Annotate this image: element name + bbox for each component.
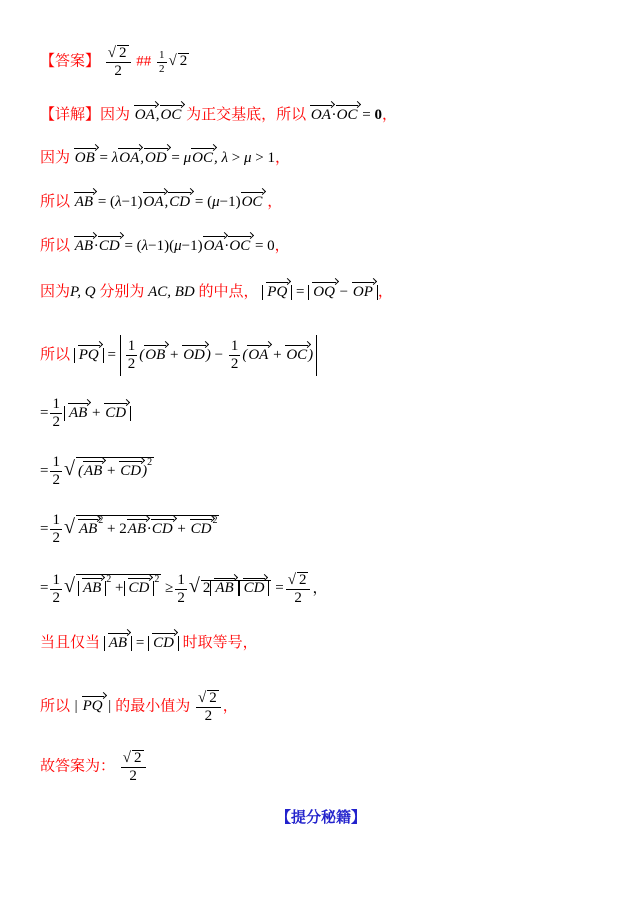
answer-alt: $\frac{1}{2}$ √ 2 bbox=[159, 48, 188, 75]
text: 分别为 bbox=[99, 284, 145, 300]
detail-line-4: 所以 AB·CD = (λ−1)(μ−1)OA·OC = 0， bbox=[40, 238, 290, 254]
text: 故答案为： bbox=[40, 758, 116, 775]
answer-label: 【答案】 bbox=[40, 53, 101, 70]
detail-line-3: 所以 AB = (λ−1)OA,CD = (μ−1)OC ， bbox=[40, 194, 283, 210]
section-title: 【提分秘籍】 bbox=[275, 809, 366, 826]
text: 所以 bbox=[40, 194, 71, 210]
text: 所以 bbox=[40, 698, 71, 715]
text: 因为 bbox=[40, 284, 71, 300]
text: 因为 bbox=[100, 107, 131, 123]
answer-line bbox=[40, 45, 189, 79]
detail-line-9: = $\frac{1}{2}$ √ $AB^2 + 2AB\cdot CD + CD^2$ bbox=[40, 512, 218, 546]
detail-line-12: 所以 | PQ | 的最小值为 $\frac{√ 2}{2}$ ， bbox=[40, 690, 238, 724]
detail-line-6: 所以 PQ = $\frac{1}{2}$ (OB + OD) − $\frac{1}{2}$ (OA + OC) bbox=[40, 335, 317, 376]
detail-line-7: = $\frac{1}{2}$ AB + CD bbox=[40, 397, 131, 430]
text: 的中点， bbox=[198, 284, 259, 300]
text: 的最小值为 bbox=[115, 698, 191, 715]
detail-label: 【详解】 bbox=[40, 107, 101, 123]
text: 时取等号， bbox=[182, 635, 258, 651]
text: 为正交基底，所以 bbox=[186, 107, 307, 123]
text: 当且仅当 bbox=[40, 635, 101, 651]
detail-line-5: 因为P, Q 分别为 AC, BD 的中点， PQ = OQ − OP ， bbox=[40, 284, 393, 300]
answer-fraction: $\frac{√ 2}{2}$ bbox=[106, 45, 131, 79]
detail-line-8: = $\frac{1}{2}$ √ (AB + CD)$^2$ bbox=[40, 454, 153, 488]
detail-line-11: 当且仅当 AB = CD 时取等号， bbox=[40, 635, 258, 651]
answer-separator: ## bbox=[136, 53, 152, 70]
detail-line-13: 故答案为： $\frac{√ 2}{2}$ bbox=[40, 750, 148, 784]
text: 所以 bbox=[40, 346, 71, 363]
detail-line-2: 因为 OB = λOA,OD = μOC, λ > μ > 1， bbox=[40, 150, 290, 166]
text: 因为 bbox=[40, 150, 71, 166]
detail-line-10: = $\frac{1}{2}$ √ $AB^2 + CD^2$ ≥ $\frac{1}{2}$ √ 2 AB CD = $\frac{√ 2}{2}$ ， bbox=[40, 571, 328, 606]
detail-line-1: 【详解】因为 OA,OC 为正交基底，所以 OA·OC = 0， bbox=[40, 107, 397, 123]
text: 所以 bbox=[40, 238, 71, 254]
